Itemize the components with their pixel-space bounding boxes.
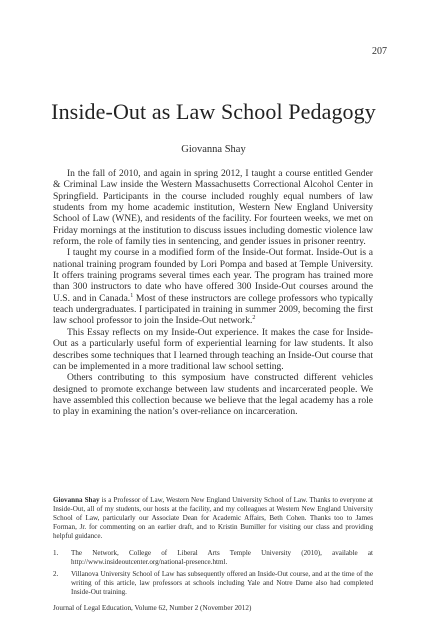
footnote-mark: 1: [130, 292, 134, 299]
footnote-text: Villanova University School of Law has subsequently offered an Inside-Out course, and at the time of the writing of this article, law professors at schools including Yale and Notre Dame also had completed Inside-Out training.: [71, 569, 373, 596]
article-title: Inside-Out as Law School Pedagogy: [51, 99, 376, 124]
journal-citation: Journal of Legal Education, Volume 62, Number 2 (November 2012): [53, 604, 252, 612]
body-text: [53, 168, 373, 418]
author-note: [53, 496, 373, 541]
footnote-number: 2.: [53, 569, 59, 578]
footnote: [53, 549, 373, 567]
footnote: [53, 570, 373, 597]
author-note-name: Giovanna Shay: [53, 496, 100, 504]
paragraph: [53, 247, 373, 326]
paragraph-text: I taught my course in a modified form of the Inside-Out format. Inside-Out is a national training program founded by Lori Pompa and based at Temple University. It offers training programs several times each year. The program has trained more than 300 instructors to date who have offered 300 Inside-Out courses around the U.S. and in Canada.: [53, 247, 373, 304]
paragraph: In the fall of 2010, and again in spring 2012, I taught a course entitled Gender & Criminal Law inside the Western Massachusetts Correctional Alcohol Center in Springfield. Participants in the course included roughly equal numbers of law students from my home academic institution, Western New England University School of Law (WNE), and residents of the facility. For fourteen weeks, we met on Friday mornings at the institution to discuss issues including domestic violence law reform, the role of family ties in sentencing, and gender issues in prisoner reentry.: [53, 168, 373, 248]
footnotes: [53, 549, 373, 600]
author-name: Giovanna Shay: [181, 144, 246, 155]
paragraph: This Essay reflects on my Inside-Out experience. It makes the case for Inside-Out as a particularly useful form of experiential learning for law students. It also describes some techniques that I learned through teaching an Inside-Out course that can be implemented in a more traditional law school setting.: [53, 326, 373, 372]
author-note-text: is a Professor of Law, Western New England University School of Law. Thanks to everyone at Inside-Out, all of my students, our hosts at the facility, and my colleagues at Western New England University School of Law, particularly our Associate Dean for Academic Affairs, Beth Cohen. Thanks too to James Forman, Jr. for commenting on an earlier draft, and to Kristin Bumiller for visiting our class and providing helpful guidance.: [53, 496, 373, 540]
page-number: 207: [372, 46, 387, 57]
footnote-mark: 2: [252, 315, 256, 322]
paragraph-text: Most of these instructors are college professors who typically teach undergraduates. I participated in training in summer 2009, becoming the first law school professor to join the Inside-Out network.: [53, 292, 373, 327]
footnote-text: The Network, College of Liberal Arts Temple University (2010), available at http://www.insideoutcenter.org/national-presence.html.: [71, 549, 373, 566]
paragraph: Others contributing to this symposium have constructed different vehicles designed to promote exchange between law students and incarcerated people. We have assembled this collection because we believe that the legal academy has a role to play in examining the nation’s over-reliance on incarceration.: [53, 372, 373, 418]
footnote-number: 1.: [53, 549, 59, 557]
